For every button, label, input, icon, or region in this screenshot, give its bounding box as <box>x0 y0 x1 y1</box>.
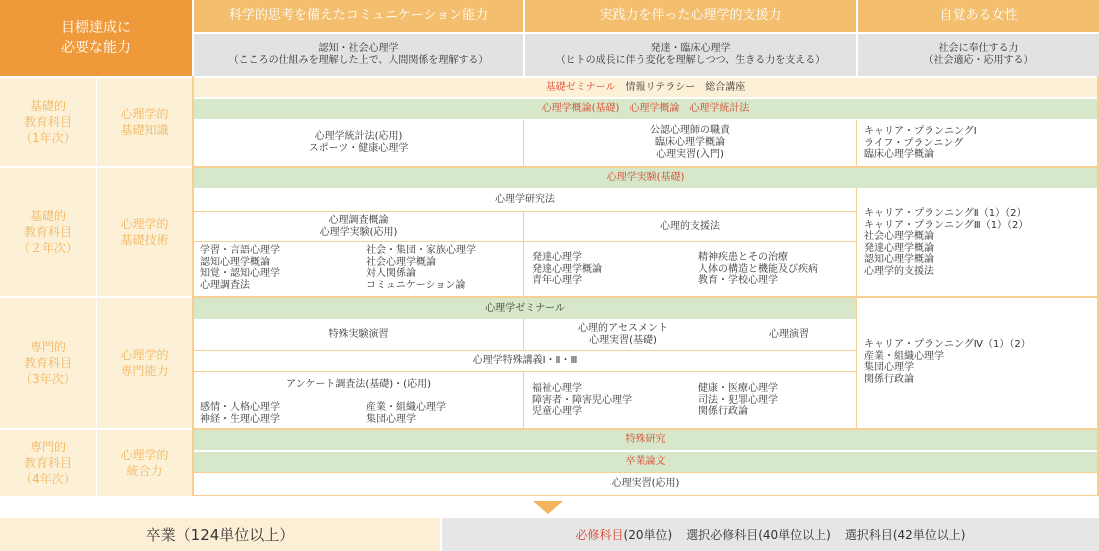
row-3-ability: 心理学的 専門能力 <box>97 298 192 428</box>
year1-bar-required: 心理学概論(基礎) 心理学概論 心理学統計法 <box>194 99 1097 119</box>
grid-line <box>523 372 524 428</box>
year3-col2a: 福祉心理学 障害者・障害児心理学 児童心理学 <box>532 383 632 417</box>
corner-line1: 目標達成に <box>61 20 131 36</box>
year3-assessment: 心理的アセスメント 心理実習(基礎) <box>578 322 668 346</box>
down-arrow-icon <box>533 501 563 515</box>
year4-practice: 心理実習(応用) <box>611 478 680 489</box>
row-1-category: 基礎的 教育科目 （1年次） <box>0 78 96 166</box>
year3-bar-seminar: 心理学ゼミナール <box>194 298 856 319</box>
row-4-ability: 心理学的 統合力 <box>97 430 192 496</box>
year1-col1: 心理学統計法(応用) スポーツ・健康心理学 <box>308 131 409 154</box>
year2-col3: キャリア・プランニングⅡ（1）（2） キャリア・プランニングⅢ（1）（2） 社会心理学概論 発達心理学概論 認知心理学概論 心理学的支援法 <box>864 208 1029 277</box>
year2-col2a: 発達心理学 発達心理学概論 青年心理学 <box>532 252 602 286</box>
row-4-category: 専門的 教育科目 （4年次） <box>0 430 96 496</box>
grid-line <box>856 188 857 296</box>
year4-bar-thesis: 卒業論文 <box>194 452 1097 472</box>
elective-required-credits: 選択必修科目(40単位以上) <box>686 527 831 542</box>
year2-col1b: 社会・集団・家族心理学 社会心理学概論 対人関係論 コミュニケーション論 <box>366 245 476 291</box>
grid-line <box>194 241 856 242</box>
basic-seminar: 基礎ゼミナール <box>545 81 616 93</box>
year3-col1a: 感情・人格心理学 神経・生理心理学 <box>200 402 280 425</box>
year3-special-exercise: 特殊実験演習 <box>328 328 389 340</box>
year1-col2: 公認心理師の職責 臨床心理学概論 心理実習(入門) <box>650 125 730 160</box>
row-1-ability: 心理学的 基礎知識 <box>97 78 192 166</box>
row-2-ability: 心理学的 基礎技術 <box>97 168 192 296</box>
year3-special-lecture: 心理学特殊講義Ⅰ・Ⅱ・Ⅲ <box>472 355 578 366</box>
year2-col2b: 精神疾患とその治療 人体の構造と機能及び疾病 教育・学校心理学 <box>698 252 818 286</box>
credits-box <box>442 518 1099 551</box>
year3-col1b: 産業・組織心理学 集団心理学 <box>366 402 446 425</box>
year3-practice: 心理演習 <box>769 328 809 340</box>
column-1-title: 科学的思考を備えたコミュニケーション能力 <box>194 0 523 32</box>
required-label: 必修科目 <box>575 527 624 542</box>
year3-col3: キャリア・プランニングⅣ（1）（2） 産業・組織心理学 集団心理学 関係行政論 <box>864 339 1031 385</box>
year2-bar-experiment: 心理学実験(基礎) <box>194 168 1097 188</box>
year3-col2b: 健康・医療心理学 司法・犯罪心理学 関係行政論 <box>698 383 778 417</box>
year1-bar-basic-rest: 情報リテラシー 総合講座 <box>625 81 746 93</box>
elective-credits: 選択科目(42単位以上) <box>844 527 966 542</box>
corner-header <box>0 0 192 76</box>
graduation-box: 卒業（124単位以上） <box>0 518 440 551</box>
column-3-sub: 社会に奉仕する力 （社会適応・応用する） <box>858 34 1099 76</box>
required-credits: (20単位) <box>623 527 673 542</box>
year2-support: 心理的支援法 <box>660 220 720 232</box>
grid-line <box>192 495 1099 496</box>
year2-col1a: 学習・言語心理学 認知心理学概論 知覚・認知心理学 心理調査法 <box>200 245 280 291</box>
grid-line <box>856 120 857 166</box>
year4-bar-special-research: 特殊研究 <box>194 430 1097 450</box>
year3-enquete: アンケート調査法(基礎)・(応用) <box>285 379 431 390</box>
row-2-category: 基礎的 教育科目 （２年次） <box>0 168 96 296</box>
grid-line <box>194 371 856 372</box>
column-3-title: 自覚ある女性 <box>858 0 1099 32</box>
column-2-sub: 発達・臨床心理学 （ヒトの成長に伴う変化を理解しつつ、生きる力を支える） <box>525 34 856 76</box>
column-1-sub: 認知・社会心理学 （こころの仕組みを理解した上で、人間関係を理解する） <box>194 34 523 76</box>
column-2-title: 実践力を伴った心理学的支援力 <box>525 0 856 32</box>
row-3-category: 専門的 教育科目 （3年次） <box>0 298 96 428</box>
year1-col3: キャリア・プランニングⅠ ライフ・プランニング 臨床心理学概論 <box>864 126 977 160</box>
corner-line2: 必要な能力 <box>61 40 131 56</box>
year2-survey: 心理調査概論 心理学実験(応用) <box>319 214 398 238</box>
grid-line <box>856 298 857 428</box>
year1-bar-basic <box>194 78 1097 97</box>
year2-research-method: 心理学研究法 <box>495 194 555 205</box>
